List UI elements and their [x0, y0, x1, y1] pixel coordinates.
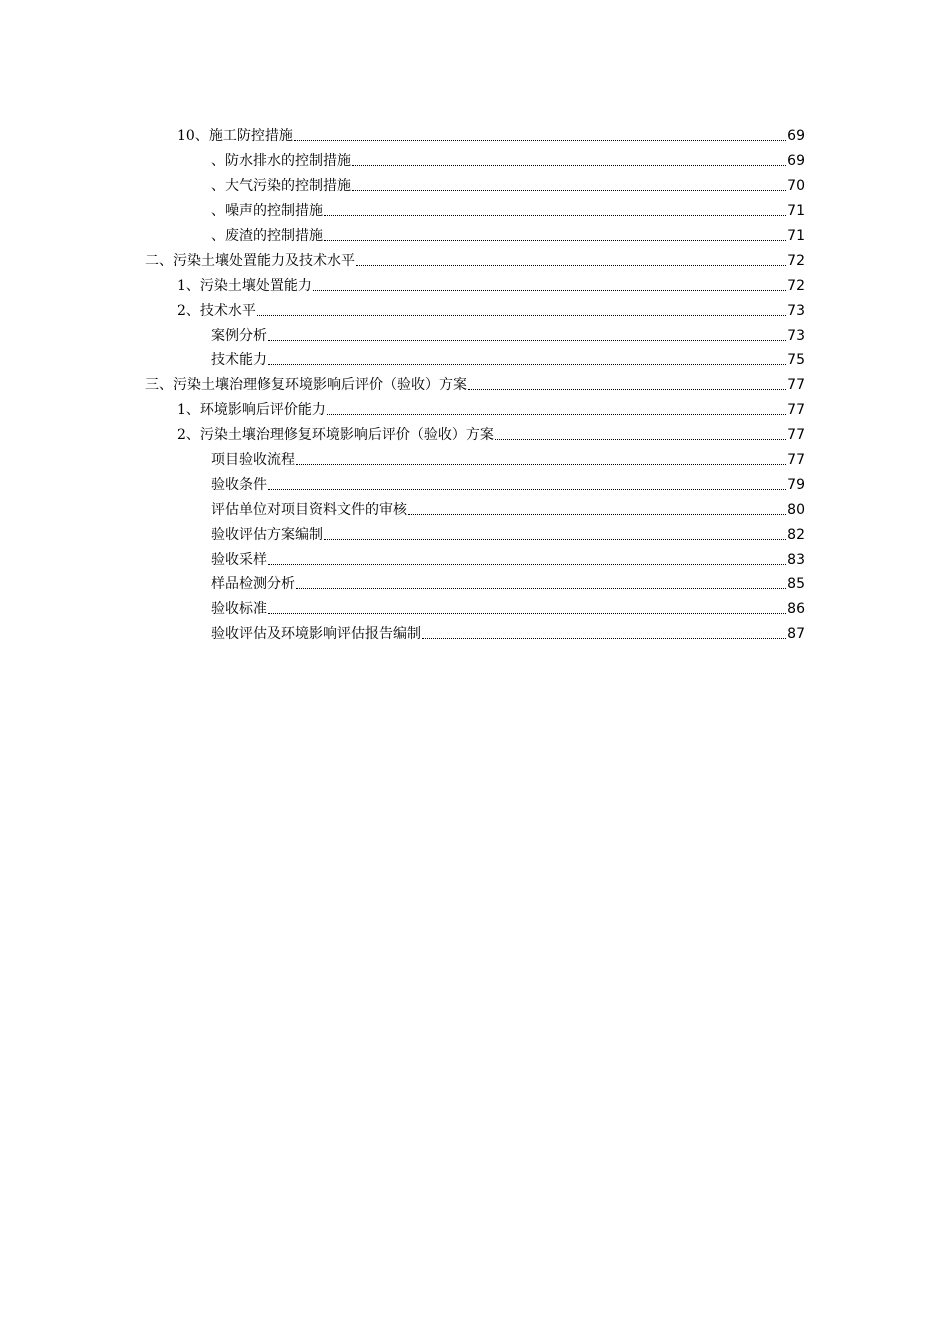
toc-entry[interactable]	[0, 174, 950, 199]
toc-entry[interactable]	[0, 472, 950, 497]
toc-entry-page-number: 85	[787, 576, 805, 593]
toc-entry-page-number: 75	[787, 352, 805, 369]
toc-entry-line	[211, 178, 805, 194]
toc-entry-title: 评估单位对项目资料文件的审核	[211, 501, 407, 518]
table-of-contents	[0, 124, 950, 647]
toc-entry-title: 2、污染土壤治理修复环境影响后评价（验收）方案	[177, 427, 494, 444]
toc-entry-page-number: 80	[787, 501, 805, 518]
toc-entry-line	[211, 576, 805, 592]
toc-dot-leader	[352, 165, 786, 166]
toc-entry[interactable]	[0, 273, 950, 298]
toc-dot-leader	[408, 514, 786, 515]
toc-entry-line	[211, 502, 805, 518]
toc-entry-title: 、防水排水的控制措施	[211, 153, 351, 170]
toc-entry-title: 、噪声的控制措施	[211, 203, 323, 220]
toc-dot-leader	[294, 140, 786, 141]
toc-entry-title: 二、污染土壤处置能力及技术水平	[145, 252, 355, 269]
toc-entry-title: 10、施工防控措施	[177, 128, 293, 145]
toc-entry[interactable]	[0, 124, 950, 149]
toc-entry[interactable]	[0, 248, 950, 273]
toc-entry-title: 样品检测分析	[211, 576, 295, 593]
toc-entry-page-number: 77	[787, 377, 805, 394]
toc-entry-page-number: 82	[787, 526, 805, 543]
toc-entry[interactable]	[0, 199, 950, 224]
toc-entry[interactable]	[0, 597, 950, 622]
toc-dot-leader	[356, 265, 786, 266]
toc-entry-line	[177, 402, 805, 418]
toc-entry-title: 1、环境影响后评价能力	[177, 402, 326, 419]
toc-entry-page-number: 87	[787, 626, 805, 643]
toc-entry-line	[211, 203, 805, 219]
toc-entry-line	[177, 427, 805, 443]
toc-entry-page-number: 73	[787, 327, 805, 344]
toc-entry-line	[211, 626, 805, 642]
toc-entry-title: 、废渣的控制措施	[211, 228, 323, 244]
toc-entry-page-number: 69	[787, 153, 805, 170]
toc-entry-line	[211, 601, 805, 617]
toc-entry[interactable]	[0, 423, 950, 448]
toc-dot-leader	[468, 389, 786, 390]
toc-entry[interactable]	[0, 323, 950, 348]
toc-entry-page-number: 77	[787, 427, 805, 444]
toc-entry-title: 验收评估及环境影响评估报告编制	[211, 626, 421, 643]
toc-dot-leader	[296, 464, 786, 465]
toc-entry[interactable]	[0, 448, 950, 473]
toc-dot-leader	[268, 364, 786, 365]
toc-entry-title: 验收标准	[211, 601, 267, 618]
toc-entry-page-number: 73	[787, 302, 805, 319]
toc-entry-line	[211, 328, 805, 344]
toc-entry-line	[211, 552, 805, 568]
toc-entry-title: 三、污染土壤治理修复环境影响后评价（验收）方案	[145, 377, 467, 394]
toc-entry[interactable]	[0, 497, 950, 522]
toc-dot-leader	[268, 564, 786, 565]
toc-entry[interactable]	[0, 298, 950, 323]
toc-dot-leader	[296, 588, 786, 589]
toc-entry-page-number: 86	[787, 601, 805, 618]
toc-dot-leader	[268, 613, 786, 614]
toc-entry-line	[145, 253, 805, 269]
toc-entry-line	[211, 228, 805, 244]
toc-entry[interactable]	[0, 348, 950, 373]
toc-entry-line	[211, 527, 805, 543]
toc-dot-leader	[327, 414, 786, 415]
toc-dot-leader	[257, 315, 786, 316]
toc-entry-page-number: 77	[787, 452, 805, 469]
toc-dot-leader	[495, 439, 786, 440]
toc-entry-page-number: 79	[787, 476, 805, 493]
toc-dot-leader	[324, 240, 786, 241]
toc-entry-title: 项目验收流程	[211, 452, 295, 469]
toc-dot-leader	[268, 340, 786, 341]
toc-entry-page-number: 83	[787, 551, 805, 568]
toc-entry-page-number: 72	[787, 252, 805, 269]
toc-entry-title: 验收评估方案编制	[211, 526, 323, 543]
toc-dot-leader	[324, 539, 786, 540]
toc-entry[interactable]	[0, 149, 950, 174]
toc-entry-line	[177, 303, 805, 319]
toc-dot-leader	[352, 190, 786, 191]
toc-entry-title: 案例分析	[211, 327, 267, 344]
toc-dot-leader	[268, 489, 786, 490]
toc-entry-page-number: 77	[787, 402, 805, 419]
toc-entry[interactable]	[0, 572, 950, 597]
toc-entry-line	[211, 352, 805, 368]
toc-entry-line	[177, 278, 805, 294]
toc-entry[interactable]	[0, 622, 950, 647]
toc-entry-title: 验收条件	[211, 476, 267, 493]
toc-entry-line	[211, 477, 805, 493]
toc-dot-leader	[313, 290, 786, 291]
toc-entry-page-number: 69	[787, 128, 805, 145]
toc-entry-page-number: 71	[787, 228, 805, 244]
toc-entry[interactable]	[0, 522, 950, 547]
toc-entry-line	[145, 377, 805, 393]
toc-entry-page-number: 72	[787, 277, 805, 294]
toc-entry[interactable]	[0, 547, 950, 572]
toc-entry-page-number: 70	[787, 178, 805, 195]
toc-entry-line	[177, 128, 805, 144]
toc-entry[interactable]	[0, 373, 950, 398]
toc-dot-leader	[324, 215, 786, 216]
toc-entry-title: 1、污染土壤处置能力	[177, 277, 312, 294]
toc-entry-title: 验收采样	[211, 551, 267, 568]
toc-entry-line	[211, 153, 805, 169]
toc-dot-leader	[422, 638, 786, 639]
toc-entry-line	[211, 452, 805, 468]
toc-entry-title: 2、技术水平	[177, 302, 256, 319]
toc-entry[interactable]	[0, 398, 950, 423]
toc-entry-page-number: 71	[787, 203, 805, 220]
toc-entry-title: 技术能力	[211, 352, 267, 369]
toc-entry-title: 、大气污染的控制措施	[211, 178, 351, 195]
toc-entry[interactable]	[0, 224, 950, 249]
